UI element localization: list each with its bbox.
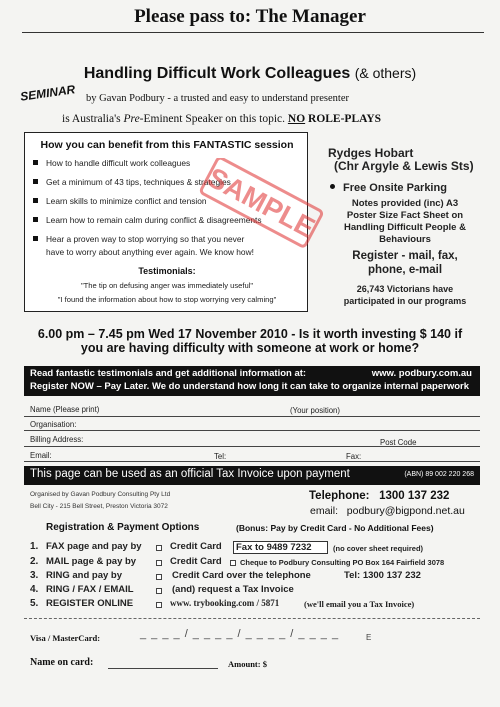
cut-line — [24, 618, 480, 619]
venue-address: (Chr Argyle & Lewis Sts) — [334, 159, 474, 173]
bonus-note: (Bonus: Pay by Credit Card - No Additional Fees) — [236, 523, 434, 533]
option-mail-label: MAIL page & pay by — [46, 556, 137, 567]
benefit-item: Learn skills to minimize conflict and tension — [33, 196, 207, 206]
tagline-no: NO — [287, 113, 306, 125]
course-title — [0, 65, 500, 83]
benefit-item: Hear a proven way to stop worrying so that you never — [33, 234, 244, 244]
amount-label: Amount: $ — [228, 659, 267, 669]
option-invoice-detail: (and) request a Tax Invoice — [172, 584, 294, 595]
notes-line: Behaviours — [379, 234, 431, 245]
option-invoice-label: RING / FAX / EMAIL — [46, 584, 134, 595]
postcode-label: Post Code — [380, 438, 417, 447]
billing-address-field[interactable] — [24, 446, 480, 447]
option-number: 3. — [30, 570, 39, 581]
card-number-field[interactable]: _ _ _ _ / _ _ _ _ / _ _ _ _ / _ _ _ _ — [140, 628, 340, 640]
option-ring-label: RING and pay by — [46, 570, 123, 581]
option-online-note: (we'll email you a Tax Invoice) — [304, 599, 415, 609]
tagline-rest: Eminent Speaker on this topic. — [143, 113, 288, 125]
organisation-label: Organisation: — [30, 420, 77, 429]
tax-invoice-text: This page can be used as an official Tax Invoice upon payment — [30, 468, 350, 480]
organiser-address: Bell City - 215 Bell Street, Preston Victoria 3072 — [30, 503, 168, 510]
organiser-name: Organised by Gavan Podbury Consulting Pty Ltd — [30, 491, 171, 498]
option-number: 4. — [30, 584, 39, 595]
option-invoice-checkbox[interactable] — [156, 588, 162, 594]
promo-url[interactable]: www. podbury.com.au — [371, 368, 472, 379]
option-ring-tel: Tel: 1300 137 232 — [344, 570, 421, 581]
position-label: (Your position) — [290, 406, 340, 415]
email-address[interactable]: podbury@bigpond.net.au — [346, 505, 465, 517]
testimonial-quote: "The tip on defusing anger was immediately useful" — [80, 281, 254, 290]
contact-field[interactable] — [24, 461, 480, 462]
option-mail-detail: Credit Card — [170, 556, 222, 567]
name-on-card-label: Name on card: — [30, 657, 94, 668]
testimonial-quote: "I found the information about how to stop worrying very calming" — [57, 295, 277, 304]
notes-line: Poster Size Fact Sheet on — [346, 210, 464, 221]
bullet-icon — [33, 217, 38, 222]
tagline-end: ROLE-PLAYS — [305, 113, 382, 125]
email-label: Email: — [30, 451, 52, 460]
bullet-icon — [330, 184, 335, 189]
benefit-item-continuation: have to worry about anything ever again. We know how! — [46, 247, 254, 257]
email-label-org: email: — [310, 505, 339, 517]
tel-label: Tel: — [214, 452, 227, 461]
phone-label: Telephone: — [309, 490, 370, 502]
bullet-icon — [33, 179, 38, 184]
benefit-item: Get a minimum of 43 tips, techniques & strategies — [33, 177, 231, 187]
pass-to-heading: Please pass to: The Manager — [134, 6, 366, 27]
fax-number: Fax to 9489 7232 — [236, 542, 312, 553]
option-fax-detail: Credit Card — [170, 541, 222, 552]
option-number: 2. — [30, 556, 39, 567]
register-line: phone, e-mail — [367, 264, 443, 276]
card-number-label: Visa / MasterCard: — [30, 633, 101, 643]
seminar-tag: SEMINAR — [19, 82, 77, 104]
option-fax-checkbox[interactable] — [156, 545, 162, 551]
name-label: Name (Please print) — [30, 405, 100, 414]
name-on-card-field[interactable] — [108, 668, 218, 669]
stats-line: participated in our programs — [343, 296, 467, 306]
session-line-1: 6.00 pm – 7.45 pm Wed 17 November 2010 - Is it worth investing $ 140 if — [37, 327, 463, 341]
tagline-prefix: is Australia's — [62, 113, 124, 125]
promo-bar — [24, 366, 480, 396]
session-line-2: you are having difficulty with someone at work or home? — [80, 341, 420, 355]
option-ring-checkbox[interactable] — [156, 574, 162, 580]
bullet-icon — [33, 160, 38, 165]
parking-note: Free Onsite Parking — [330, 182, 447, 194]
header-rule — [22, 32, 484, 33]
organiser-email — [310, 505, 465, 517]
phone-number[interactable]: 1300 137 232 — [379, 490, 450, 502]
benefit-item: How to handle difficult work colleagues — [33, 158, 190, 168]
benefit-item: Learn how to remain calm during conflict & disagreements — [33, 215, 262, 225]
bullet-icon — [33, 198, 38, 203]
billing-address-label: Billing Address: — [30, 435, 84, 444]
option-mail-checkbox[interactable] — [156, 560, 162, 566]
stats-line: 26,743 Victorians have — [356, 284, 454, 294]
option-online-label: REGISTER ONLINE — [46, 598, 134, 609]
course-title-suffix: (& others) — [354, 65, 417, 81]
option-mail-cheque: Cheque to Podbury Consulting PO Box 164 Fairfield 3078 — [240, 558, 445, 567]
course-title-main: Handling Difficult Work Colleagues — [83, 65, 351, 82]
option-fax-label: FAX page and pay by — [46, 541, 142, 552]
option-number: 5. — [30, 598, 39, 609]
notes-line: Notes provided (inc) A3 — [351, 198, 459, 209]
abn-number: (ABN) 89 002 220 268 — [404, 471, 474, 478]
organiser-phone — [309, 490, 449, 502]
testimonials-heading: Testimonials: — [138, 266, 196, 276]
register-line: Register - mail, fax, — [352, 250, 458, 262]
fax-label: Fax: — [346, 452, 362, 461]
option-ring-detail: Credit Card over the telephone — [172, 570, 311, 581]
promo-line-2: Register NOW – Pay Later. We do understand how long it can take to organize internal paperwork — [30, 381, 470, 392]
bullet-icon — [33, 236, 38, 241]
session-details — [0, 327, 500, 355]
registration-heading: Registration & Payment Options — [46, 522, 200, 533]
presenter-tagline — [62, 113, 381, 125]
expiry-label: E — [366, 633, 372, 642]
benefits-heading: How you can benefit from this FANTASTIC session — [40, 139, 294, 151]
venue-name: Rydges Hobart — [328, 146, 414, 160]
promo-line-1: Read fantastic testimonials and get additional information at: — [30, 368, 307, 379]
option-online-url[interactable]: www. trybooking.com / 5871 — [170, 598, 280, 608]
tagline-italic: Pre- — [123, 113, 144, 125]
notes-line: Handling Difficult People & — [344, 222, 466, 233]
fax-note: (no cover sheet required) — [333, 544, 424, 553]
tax-invoice-bar — [24, 466, 480, 485]
option-cheque-checkbox[interactable] — [230, 560, 236, 566]
sample-stamp-text: SAMPLE — [202, 161, 321, 244]
organisation-field[interactable] — [24, 430, 480, 431]
name-field[interactable] — [24, 416, 480, 417]
option-number: 1. — [30, 541, 39, 552]
presenter-byline: by Gavan Podbury - a trusted and easy to understand presenter — [86, 93, 350, 104]
benefits-box — [24, 132, 308, 312]
option-online-checkbox[interactable] — [156, 602, 162, 608]
